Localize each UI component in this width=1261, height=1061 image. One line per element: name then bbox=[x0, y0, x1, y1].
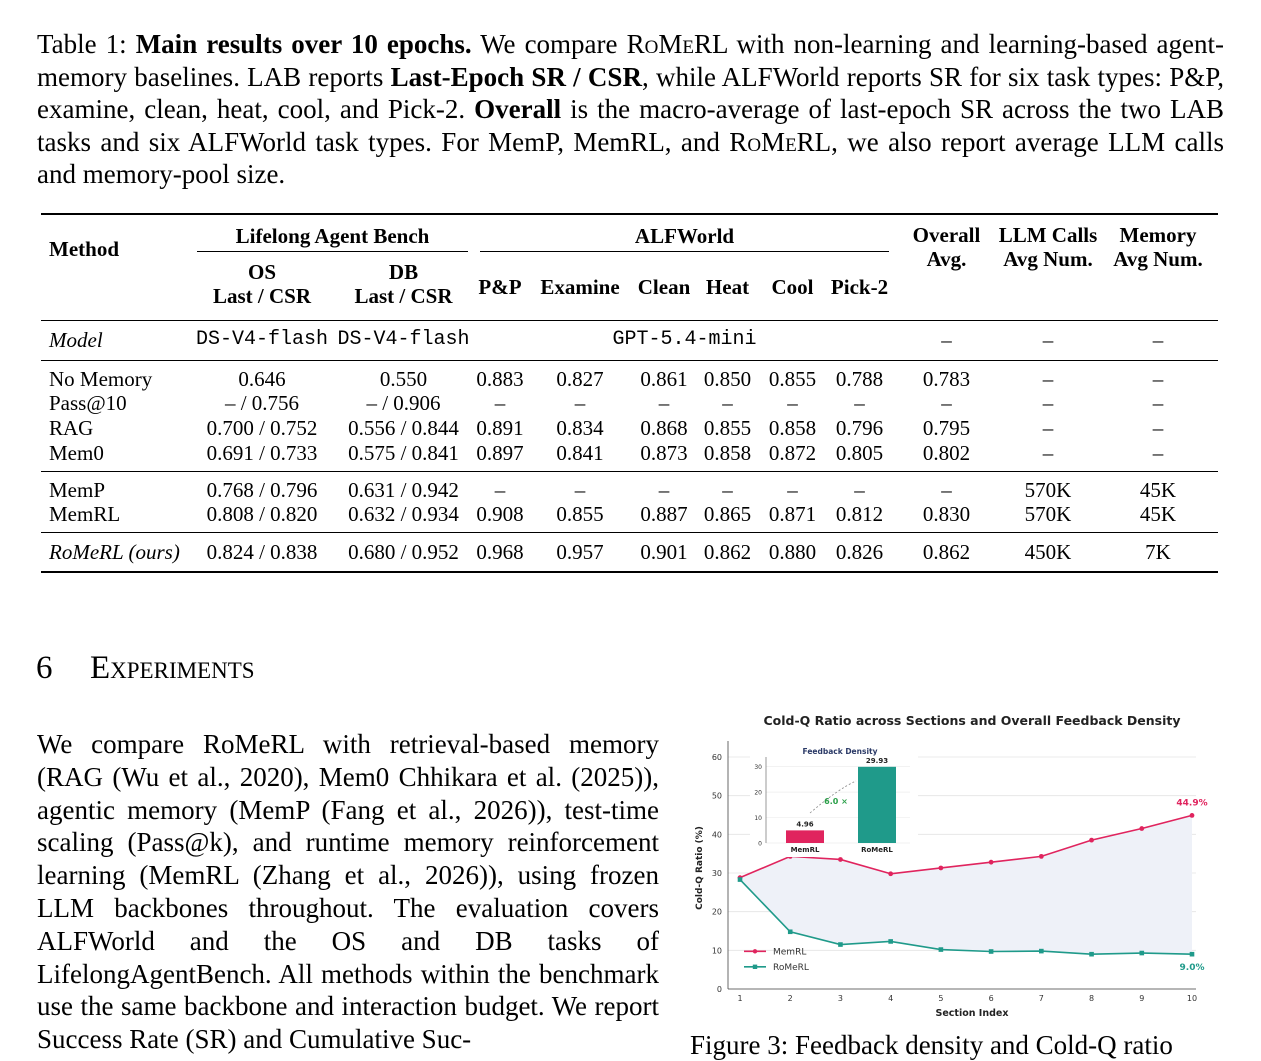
end-value-label: 9.0% bbox=[1179, 963, 1205, 974]
caption-label: Table 1: bbox=[37, 29, 127, 59]
table-row bbox=[41, 532, 1218, 572]
header-os-l1: OS bbox=[247, 260, 276, 284]
x-tick-label: 10 bbox=[1186, 994, 1198, 1003]
header-pp: P&P bbox=[478, 274, 522, 299]
result-cell: 0.891 bbox=[476, 416, 524, 440]
header-memory-l2: Avg Num. bbox=[1113, 247, 1203, 271]
header-llm-calls bbox=[998, 214, 1098, 320]
result-cell: 0.827 bbox=[556, 366, 604, 391]
y-axis-label: Cold-Q Ratio (%) bbox=[695, 826, 705, 910]
data-point-romerl bbox=[788, 929, 793, 934]
model-row bbox=[41, 320, 1218, 360]
header-llm-l2: Avg Num. bbox=[1003, 247, 1093, 271]
inset-y-tick: 0 bbox=[758, 840, 762, 848]
table-row bbox=[41, 391, 1218, 416]
caption-text-7: RL, we also report average LLM calls and memory-pool size. bbox=[37, 126, 1225, 190]
result-cell: 0.855 bbox=[703, 416, 752, 440]
result-cell: 0.830 bbox=[922, 501, 971, 526]
result-cell: – bbox=[941, 391, 952, 415]
header-os-l2: Last / CSR bbox=[212, 284, 312, 308]
header-examine: Examine bbox=[540, 274, 620, 299]
result-cell: 0.646 bbox=[238, 366, 286, 391]
x-tick-label: 1 bbox=[737, 994, 743, 1003]
result-cell: – bbox=[941, 477, 952, 502]
data-point-romerl bbox=[1089, 952, 1094, 957]
inset-title: Feedback Density bbox=[802, 747, 878, 756]
result-cell: 0.901 bbox=[640, 539, 688, 564]
model-db: DS-V4-flash bbox=[337, 328, 470, 351]
result-cell: 0.861 bbox=[640, 366, 688, 391]
result-cell: – bbox=[658, 391, 670, 415]
result-cell: – bbox=[1042, 416, 1054, 440]
result-cell: 0.802 bbox=[922, 440, 971, 465]
data-point-memrl bbox=[938, 866, 943, 871]
data-point-memrl bbox=[1039, 854, 1044, 859]
header-method: Method bbox=[49, 237, 119, 261]
x-tick-label: 6 bbox=[988, 994, 994, 1003]
results-table-wrap bbox=[41, 213, 1218, 573]
result-cell: 0.880 bbox=[768, 539, 817, 564]
result-cell: 0.788 bbox=[835, 366, 884, 391]
header-clean: Clean bbox=[637, 274, 691, 299]
section-title: Experiments bbox=[90, 650, 255, 686]
header-overall-l2: Avg. bbox=[926, 247, 967, 271]
caption-text-5: is the macro-average of last-epoch SR across the two LAB tasks and six ALFWorld task types. For MemP, MemRL, and R bbox=[37, 94, 1224, 157]
caption-sc-2: e bbox=[682, 29, 694, 59]
result-cell: 0.768 / 0.796 bbox=[206, 477, 318, 502]
x-tick-label: 7 bbox=[1038, 994, 1044, 1003]
y-tick-label: 30 bbox=[711, 869, 722, 878]
result-cell: – / 0.906 bbox=[366, 391, 441, 415]
result-cell: 0.700 / 0.752 bbox=[206, 416, 318, 440]
result-cell: 0.858 bbox=[703, 440, 752, 465]
ours-group bbox=[41, 532, 1218, 572]
header-lab bbox=[191, 214, 474, 254]
table-row bbox=[41, 441, 1218, 472]
x-tick-label: 3 bbox=[837, 994, 843, 1003]
caption-bold-3: Overall bbox=[474, 94, 562, 125]
inset-category-label: MemRL bbox=[790, 846, 820, 854]
section-number: 6 bbox=[36, 650, 53, 686]
legend-marker bbox=[753, 965, 757, 969]
y-tick-label: 20 bbox=[711, 907, 722, 917]
result-cell: 0.873 bbox=[640, 440, 688, 465]
result-cell: – bbox=[1042, 440, 1054, 465]
table-row bbox=[41, 471, 1218, 502]
caption-bold-2: Last-Epoch SR / CSR bbox=[390, 61, 642, 92]
data-point-memrl bbox=[1139, 826, 1144, 831]
result-cell: 0.680 / 0.952 bbox=[348, 539, 459, 564]
chart-title: Cold-Q Ratio across Sections and Overall Feedback Density bbox=[763, 713, 1181, 728]
result-cell: 7K bbox=[1145, 539, 1171, 564]
inset-bar-memrl bbox=[786, 830, 824, 843]
result-cell: 0.855 bbox=[556, 501, 604, 526]
caption-text-4: , while ALFWorld reports SR for six task types: P&P, examine, clean, heat, cool, and Pick-2. bbox=[37, 61, 1224, 125]
result-cell: – bbox=[1152, 440, 1164, 465]
result-cell: 0.883 bbox=[476, 366, 524, 391]
header-lab-rule bbox=[197, 251, 468, 252]
result-cell: – bbox=[787, 391, 798, 415]
result-cell: 0.556 / 0.844 bbox=[348, 416, 459, 440]
header-memory bbox=[1098, 214, 1218, 320]
header-pick2: Pick-2 bbox=[830, 274, 889, 299]
y-tick-label: 0 bbox=[716, 985, 722, 994]
model-label: Model bbox=[49, 328, 103, 352]
method-name-cell: MemRL bbox=[49, 501, 121, 526]
header-overall-l1: Overall bbox=[912, 223, 981, 247]
inset-y-tick: 20 bbox=[754, 789, 762, 797]
header-db bbox=[333, 254, 474, 320]
method-name-cell: Pass@10 bbox=[49, 391, 127, 415]
result-cell: 0.841 bbox=[556, 440, 604, 465]
result-cell: 0.550 bbox=[379, 366, 428, 391]
inset-value-label: 4.96 bbox=[796, 820, 814, 829]
result-cell: 450K bbox=[1024, 539, 1072, 564]
header-memory-l1: Memory bbox=[1119, 223, 1197, 247]
result-cell: 0.858 bbox=[768, 416, 817, 440]
result-cell: 0.850 bbox=[703, 366, 752, 391]
result-cell: 0.632 / 0.934 bbox=[348, 501, 459, 526]
data-point-romerl bbox=[989, 949, 994, 954]
method-name-cell: Mem0 bbox=[49, 440, 104, 465]
header-db-l2: Last / CSR bbox=[354, 284, 453, 308]
x-tick-label: 2 bbox=[787, 994, 793, 1003]
result-cell: 0.575 / 0.841 bbox=[348, 440, 459, 465]
baseline-group bbox=[41, 360, 1218, 471]
result-cell: 0.887 bbox=[640, 501, 688, 526]
result-cell: 0.862 bbox=[703, 539, 752, 564]
result-cell: 0.871 bbox=[768, 501, 817, 526]
y-tick-label: 60 bbox=[711, 753, 722, 762]
inset-category-label: RoMeRL bbox=[861, 846, 893, 854]
caption-text-6: M bbox=[761, 126, 786, 157]
memory-group bbox=[41, 471, 1218, 532]
data-point-memrl bbox=[838, 857, 843, 862]
result-cell: – bbox=[494, 477, 506, 502]
result-cell: – bbox=[574, 391, 586, 415]
header-llm-l1: LLM Calls bbox=[998, 223, 1098, 247]
caption-sc-3: o bbox=[747, 126, 762, 157]
result-cell: – bbox=[854, 391, 865, 415]
result-cell: – bbox=[854, 477, 865, 502]
header-heat: Heat bbox=[705, 274, 750, 299]
result-cell: 0.865 bbox=[703, 501, 752, 526]
result-cell: – bbox=[1152, 391, 1164, 415]
result-cell: 0.783 bbox=[922, 366, 971, 391]
caption-text-3: RL with non-learning and learning-based agent-memory baselines. LAB reports bbox=[37, 29, 1225, 92]
result-cell: 0.824 / 0.838 bbox=[206, 539, 318, 564]
table-row bbox=[41, 360, 1218, 391]
result-cell: – bbox=[494, 391, 506, 415]
figure-caption: Figure 3: Feedback density and Cold-Q ratio bbox=[690, 1030, 1173, 1060]
data-point-memrl bbox=[1089, 838, 1094, 843]
model-memory: – bbox=[1152, 328, 1164, 352]
result-cell: – bbox=[722, 477, 733, 502]
inset-value-label: 29.93 bbox=[865, 756, 889, 765]
result-cell: – bbox=[574, 477, 586, 502]
table-caption bbox=[37, 28, 1224, 191]
result-cell: 0.862 bbox=[922, 539, 971, 564]
y-tick-label: 40 bbox=[711, 830, 722, 840]
data-point-romerl bbox=[888, 939, 893, 944]
result-cell: 0.834 bbox=[556, 416, 604, 440]
data-point-romerl bbox=[1039, 949, 1044, 954]
result-cell: 0.897 bbox=[476, 440, 524, 465]
data-point-romerl bbox=[1190, 952, 1195, 957]
result-cell: 45K bbox=[1139, 501, 1177, 526]
result-cell: 0.872 bbox=[768, 440, 817, 465]
end-value-label: 44.9% bbox=[1176, 798, 1208, 809]
result-cell: 0.868 bbox=[640, 416, 688, 440]
section-heading bbox=[36, 650, 255, 687]
caption-bold-lead: Main results over 10 epochs. bbox=[135, 29, 472, 59]
legend-marker bbox=[753, 949, 757, 953]
data-point-romerl bbox=[1139, 951, 1144, 956]
caption-sc-1: o bbox=[644, 29, 659, 59]
result-cell: 45K bbox=[1139, 477, 1177, 502]
inset-y-tick: 30 bbox=[754, 764, 762, 772]
result-cell: – bbox=[658, 477, 670, 502]
model-alfworld: GPT-5.4-mini bbox=[612, 328, 757, 351]
data-point-romerl bbox=[838, 942, 843, 947]
result-cell: 0.968 bbox=[476, 539, 524, 564]
result-cell: – bbox=[1042, 391, 1054, 415]
method-name-cell: MemP bbox=[49, 477, 106, 502]
table-row bbox=[41, 416, 1218, 441]
result-cell: 0.796 bbox=[835, 416, 884, 440]
data-point-memrl bbox=[989, 860, 994, 865]
legend-label: MemRL bbox=[773, 947, 807, 958]
data-point-romerl bbox=[939, 947, 944, 952]
x-tick-label: 8 bbox=[1089, 994, 1095, 1003]
result-cell: 0.855 bbox=[768, 366, 817, 391]
result-cell: – / 0.756 bbox=[224, 391, 300, 415]
result-cell: – bbox=[1152, 366, 1164, 391]
header-alfworld bbox=[474, 214, 895, 254]
result-cell: – bbox=[1152, 416, 1164, 440]
method-name-cell: RoMeRL (ours) bbox=[49, 539, 180, 564]
model-os: DS-V4-flash bbox=[195, 328, 329, 351]
result-cell: 0.826 bbox=[835, 539, 884, 564]
data-point-romerl bbox=[738, 877, 743, 882]
result-cell: 570K bbox=[1024, 477, 1072, 502]
result-cell: – bbox=[787, 477, 798, 502]
y-tick-label: 10 bbox=[711, 946, 722, 956]
caption-text-2: M bbox=[658, 29, 683, 59]
caption-text-1: We compare R bbox=[471, 29, 645, 59]
header-cool: Cool bbox=[771, 274, 814, 299]
x-axis-label: Section Index bbox=[935, 1008, 1009, 1019]
header-alfworld-label: ALFWorld bbox=[634, 224, 735, 248]
legend-label: RoMeRL bbox=[773, 962, 809, 973]
result-cell: 0.957 bbox=[556, 539, 604, 564]
result-cell: 0.805 bbox=[835, 440, 884, 465]
caption-sc-4: e bbox=[785, 126, 797, 157]
model-overall: – bbox=[941, 328, 952, 352]
table-row bbox=[41, 502, 1218, 533]
result-cell: – bbox=[722, 391, 733, 415]
model-llm: – bbox=[1042, 328, 1054, 352]
result-cell: 0.795 bbox=[922, 416, 971, 440]
result-cell: 0.808 / 0.820 bbox=[206, 501, 318, 526]
method-name-cell: No Memory bbox=[49, 366, 153, 391]
coldq-chart bbox=[688, 705, 1248, 1035]
header-os bbox=[191, 254, 333, 320]
inset-y-tick: 10 bbox=[754, 815, 762, 823]
result-cell: – bbox=[1042, 366, 1054, 391]
result-cell: 0.691 / 0.733 bbox=[206, 440, 318, 465]
result-cell: 0.908 bbox=[476, 501, 524, 526]
header-lab-label: Lifelong Agent Bench bbox=[235, 224, 430, 248]
result-cell: 0.631 / 0.942 bbox=[348, 477, 459, 502]
header-db-l1: DB bbox=[388, 260, 419, 284]
body-paragraph: We compare RoMeRL with retrieval-based memory (RAG (Wu et al., 2020), Mem0 Chhikara et al. (2025)), agentic memory (MemP (Fang et al., 2026)), test-time scaling (Pass@k), and runtime memory reinforcement learning (MemRL (Zhang et al., 2026)), using frozen LLM backbones throughout. The evaluation covers ALFWorld and the OS and DB tasks of LifelongAgentBench. All methods within the benchmark use the same backbone and interaction budget. We report Success Rate (SR) and Cumulative Suc- bbox=[37, 729, 659, 1055]
method-name-cell: RAG bbox=[49, 416, 94, 440]
x-tick-label: 4 bbox=[888, 994, 894, 1003]
result-cell: 0.812 bbox=[835, 501, 884, 526]
y-tick-label: 50 bbox=[711, 791, 722, 801]
header-overall bbox=[895, 214, 998, 320]
inset-ratio-label: 6.0 × bbox=[824, 797, 848, 806]
header-alfworld-rule bbox=[480, 251, 889, 252]
result-cell: 570K bbox=[1024, 501, 1072, 526]
x-tick-label: 5 bbox=[938, 994, 944, 1003]
x-tick-label: 9 bbox=[1139, 994, 1145, 1003]
data-point-memrl bbox=[1190, 813, 1195, 818]
results-table bbox=[41, 213, 1218, 573]
inset-bar-romerl bbox=[858, 767, 896, 843]
data-point-memrl bbox=[888, 871, 893, 876]
